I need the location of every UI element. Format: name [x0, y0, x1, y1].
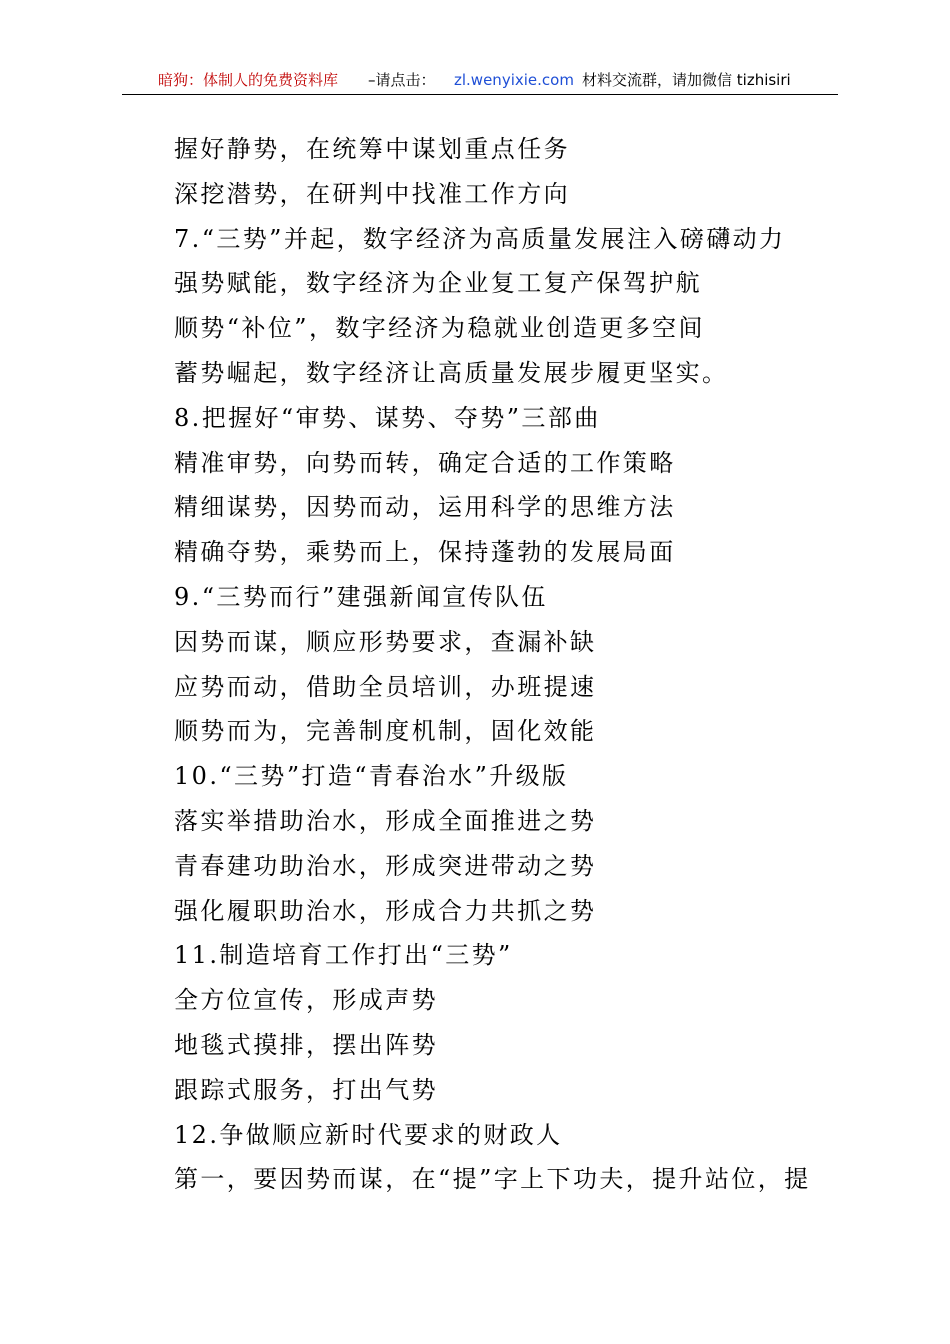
- text-line: 顺势“补位”，数字经济为稳就业创造更多空间: [174, 314, 705, 343]
- text-line: 精确夺势，乘势而上，保持蓬勃的发展局面: [174, 538, 676, 567]
- section-heading: 8.把握好“审势、谋势、夺势”三部曲: [174, 403, 601, 432]
- page-header: [122, 66, 838, 95]
- header-brand: 暗狗：体制人的免费资料库: [158, 71, 339, 89]
- text-line: 应势而动，借助全员培训，办班提速: [174, 672, 597, 701]
- text-line: 顺势而为，完善制度机制，固化效能: [174, 717, 597, 746]
- text-line: 强化履职助治水，形成合力共抓之势: [174, 896, 597, 925]
- text-line: 深挖潜势，在研判中找准工作方向: [174, 179, 570, 208]
- text-line: 跟踪式服务，打出气势: [174, 1075, 438, 1104]
- document-body: [174, 127, 854, 1202]
- text-line: 精准审势，向势而转，确定合适的工作策略: [174, 448, 676, 477]
- text-line: 握好静势，在统筹中谋划重点任务: [174, 135, 570, 163]
- text-line: 全方位宣传，形成声势: [174, 986, 438, 1015]
- text-line: 第一，要因势而谋，在“提”字上下功夫，提升站位，提: [174, 1165, 811, 1194]
- text-line: 青春建功助治水，形成突进带动之势: [174, 851, 597, 880]
- section-heading: 11.制造培育工作打出“三势”: [174, 941, 513, 970]
- section-heading: 12.争做顺应新时代要求的财政人: [174, 1120, 563, 1149]
- text-line: 因势而谋，顺应形势要求，查漏补缺: [174, 627, 597, 656]
- section-heading: 7.“三势”并起，数字经济为高质量发展注入磅礴动力: [174, 224, 786, 253]
- section-heading: 9.“三势而行”建强新闻宣传队伍: [174, 582, 548, 611]
- text-line: 精细谋势，因势而动，运用科学的思维方法: [174, 493, 676, 522]
- text-line: 蓄势崛起，数字经济让高质量发展步履更坚实。: [174, 358, 729, 387]
- header-wechat-note: 材料交流群，请加微信 tizhisiri: [582, 71, 791, 89]
- header-url-link[interactable]: zl.wenyixie.com: [454, 71, 574, 89]
- text-line: 落实举措助治水，形成全面推进之势: [174, 806, 597, 835]
- section-heading: 10.“三势”打造“青春治水”升级版: [174, 762, 569, 791]
- header-link-label: –请点击：: [368, 71, 436, 89]
- text-line: 强势赋能，数字经济为企业复工复产保驾护航: [174, 269, 702, 298]
- text-line: 地毯式摸排，摆出阵势: [174, 1030, 438, 1059]
